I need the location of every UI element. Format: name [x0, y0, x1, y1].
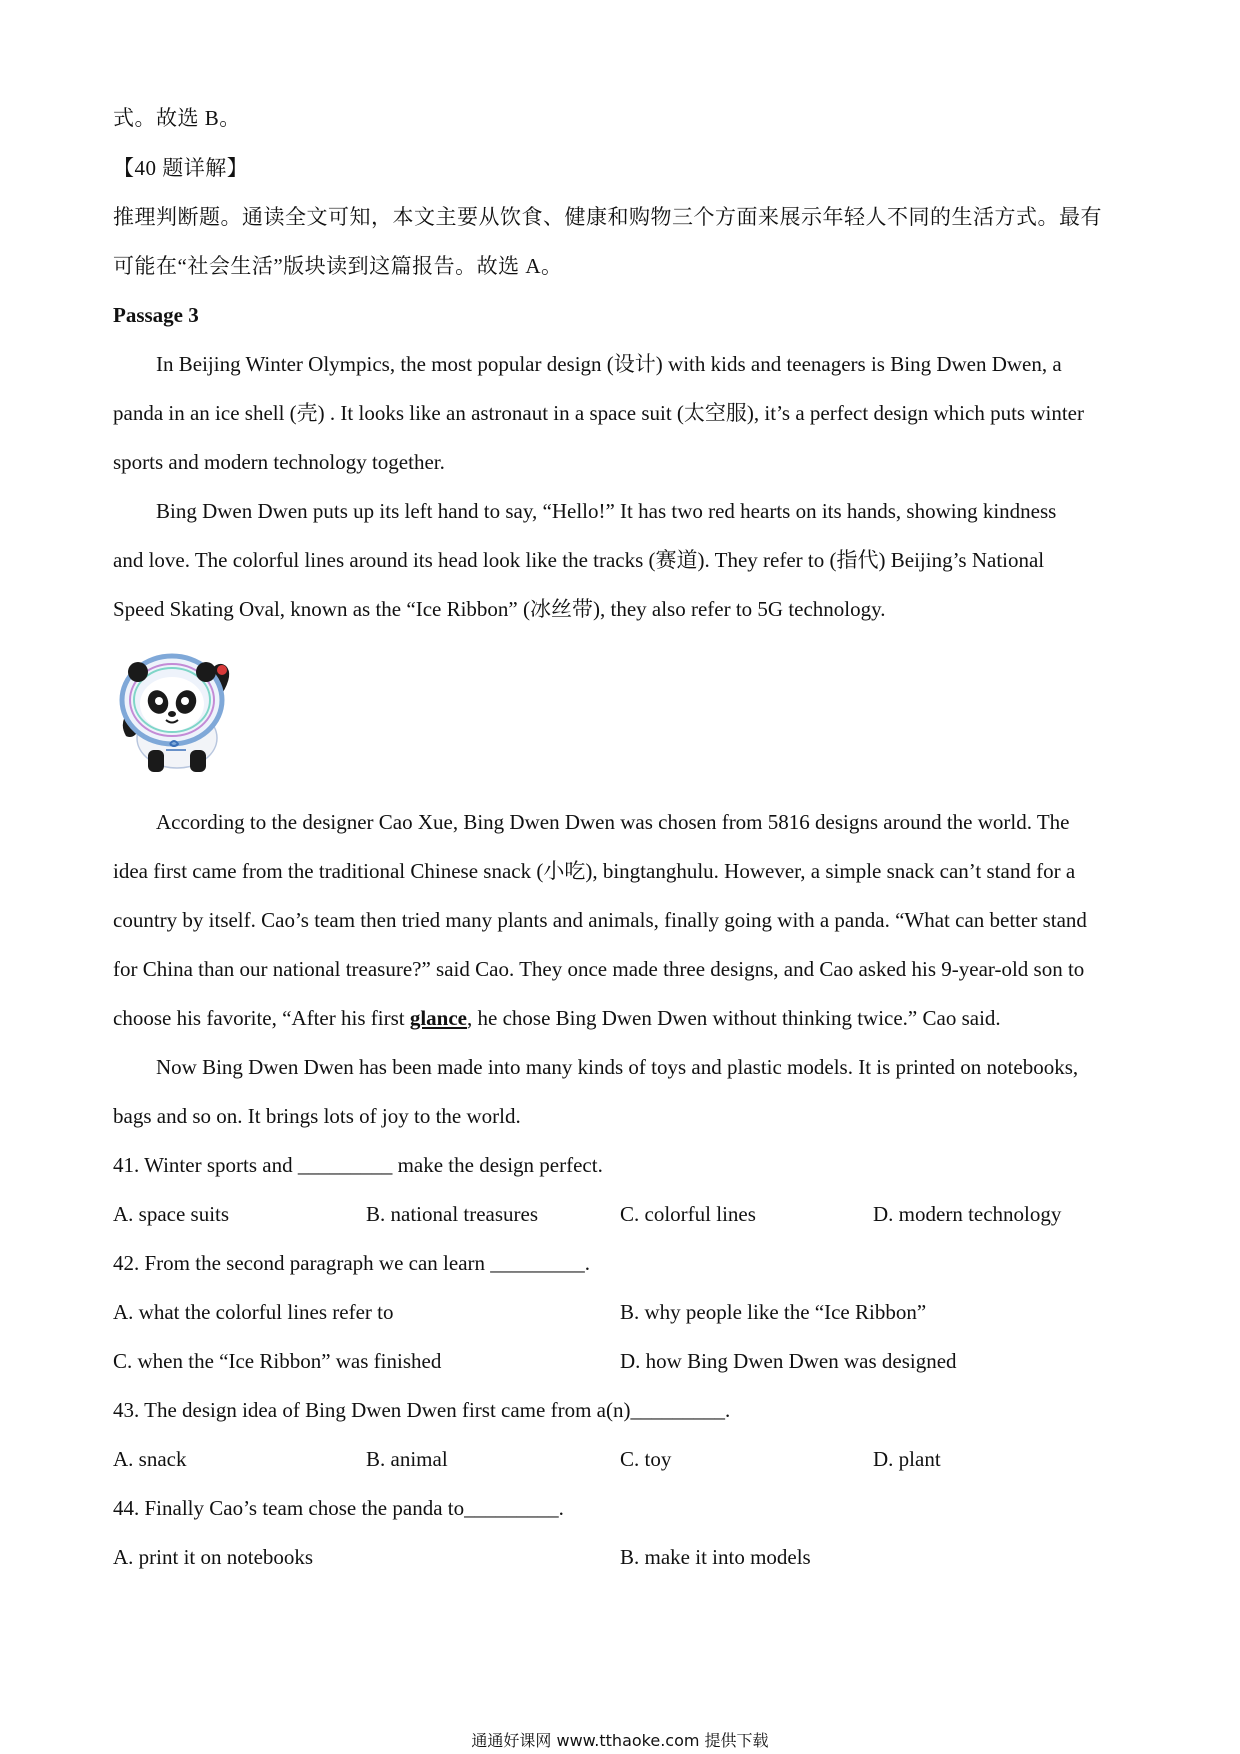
paragraph-3-line: country by itself. Cao’s team then tried many plants and animals, finally going with a panda. “What can better stand: [113, 908, 1087, 932]
option-42-d: D. how Bing Dwen Dwen was designed: [620, 1349, 957, 1373]
paragraph-3-line: idea first came from the traditional Chinese snack (小吃), bingtanghulu. However, a simple snack can’t stand for a: [113, 859, 1076, 883]
paragraph-1-line: In Beijing Winter Olympics, the most popular design (设计) with kids and teenagers is Bing Dwen Dwen, a: [156, 352, 1062, 376]
answer-explanation-continued: 可能在“社会生活”版块读到这篇报告。故选 A。: [113, 254, 563, 278]
option-43-c: C. toy: [620, 1447, 672, 1471]
paragraph-1-line: sports and modern technology together.: [113, 450, 445, 474]
question-43: 43. The design idea of Bing Dwen Dwen first came from a(n)_________.: [113, 1398, 731, 1422]
option-41-d: D. modern technology: [873, 1202, 1062, 1226]
question-41: 41. Winter sports and _________ make the design perfect.: [113, 1153, 603, 1177]
question-42: 42. From the second paragraph we can learn _________.: [113, 1251, 591, 1275]
paragraph-4-line: bags and so on. It brings lots of joy to the world.: [113, 1104, 521, 1128]
option-42-a: A. what the colorful lines refer to: [113, 1300, 394, 1324]
paragraph-2-line: Speed Skating Oval, known as the “Ice Ribbon” (冰丝带), they also refer to 5G technology.: [113, 597, 886, 621]
option-41-a: A. space suits: [113, 1202, 230, 1226]
paragraph-2-line: Bing Dwen Dwen puts up its left hand to say, “Hello!” It has two red hearts on its hands, showing kindness: [156, 499, 1057, 523]
option-43-d: D. plant: [873, 1447, 941, 1471]
option-44-a: A. print it on notebooks: [113, 1545, 314, 1569]
paragraph-3-text: choose his favorite, “After his first: [113, 1006, 410, 1030]
passage-title: Passage 3: [113, 303, 199, 327]
option-44-b: B. make it into models: [620, 1545, 811, 1569]
page-footer: 通通好课网 www.tthaoke.com 提供下载: [471, 1731, 769, 1750]
option-41-b: B. national treasures: [366, 1202, 539, 1226]
answer-text: 式。故选 B。: [113, 106, 241, 130]
answer-heading: 【40 题详解】: [113, 156, 249, 180]
option-42-c: C. when the “Ice Ribbon” was finished: [113, 1349, 442, 1373]
bing-dwen-dwen-mascot-image: [112, 650, 242, 775]
paragraph-3-line: [113, 1008, 1001, 1029]
question-44: 44. Finally Cao’s team chose the panda to_________.: [113, 1496, 564, 1520]
answer-explanation: 推理判断题。通读全文可知，本文主要从饮食、健康和购物三个方面来展示年轻人不同的生活方式。最有: [113, 205, 1102, 229]
paragraph-4-line: Now Bing Dwen Dwen has been made into many kinds of toys and plastic models. It is printed on notebooks,: [156, 1055, 1079, 1079]
option-43-a: A. snack: [113, 1447, 187, 1471]
paragraph-3-line: for China than our national treasure?” said Cao. They once made three designs, and Cao asked his 9-year-old son to: [113, 957, 1085, 981]
option-42-b: B. why people like the “Ice Ribbon”: [620, 1300, 927, 1324]
option-41-c: C. colorful lines: [620, 1202, 756, 1226]
option-43-b: B. animal: [366, 1447, 448, 1471]
paragraph-2-line: and love. The colorful lines around its head look like the tracks (赛道). They refer to (指代) Beijing’s National: [113, 548, 1045, 572]
paragraph-3-text: , he chose Bing Dwen Dwen without thinking twice.” Cao said.: [467, 1006, 1001, 1030]
paragraph-3-line: According to the designer Cao Xue, Bing Dwen Dwen was chosen from 5816 designs around the world. The: [156, 810, 1070, 834]
paragraph-1-line: panda in an ice shell (壳) . It looks like an astronaut in a space suit (太空服), it’s a perfect design which puts winter: [113, 401, 1084, 425]
highlighted-word-glance: glance: [409, 1006, 467, 1030]
